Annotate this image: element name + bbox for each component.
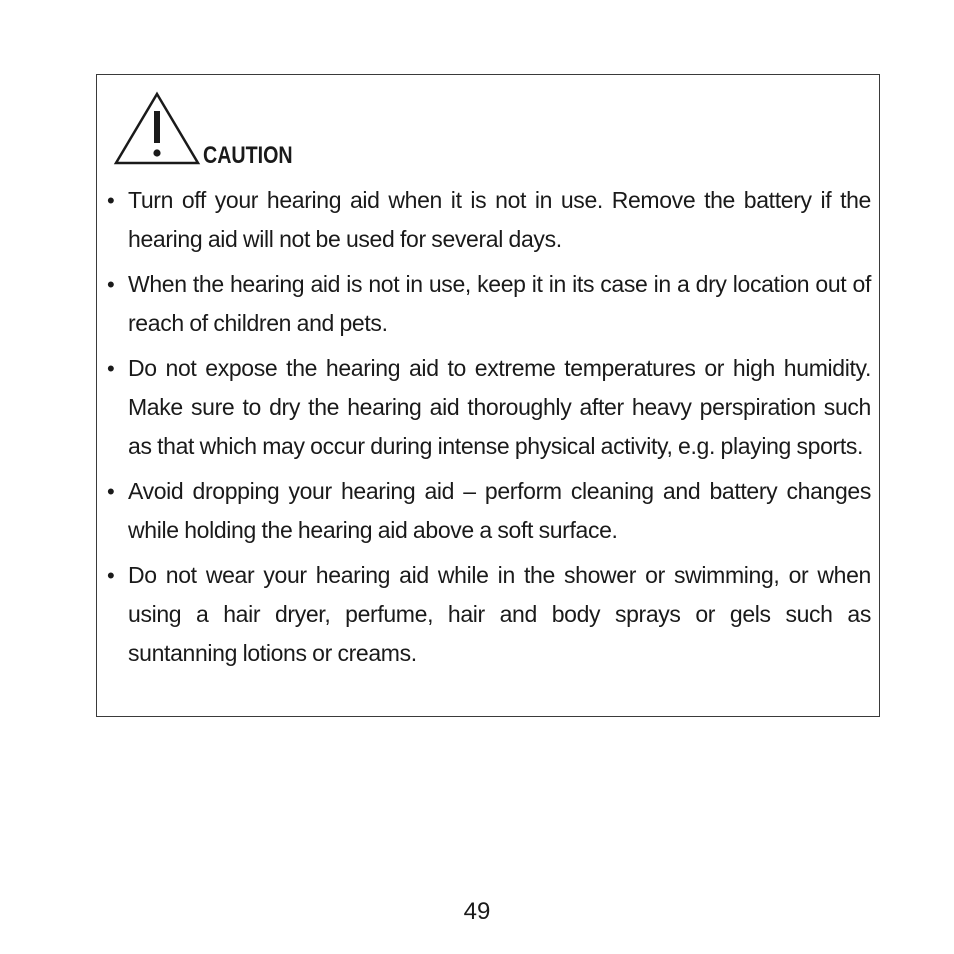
bullet-icon: • — [107, 272, 115, 297]
list-item-text: Do not wear your hearing aid while in the shower or swimming, or when using a hair dryer, perfume, hair and body sprays or gels such as suntanning lotions or creams. — [128, 562, 871, 666]
list-item — [107, 472, 871, 550]
caution-box — [96, 74, 880, 717]
list-item-text: When the hearing aid is not in use, keep it in its case in a dry location out of reach of children and pets. — [128, 271, 871, 336]
caution-header — [113, 91, 312, 169]
list-item-text: Avoid dropping your hearing aid – perform cleaning and battery changes while holding the hearing aid above a soft surface. — [128, 478, 871, 543]
bullet-icon: • — [107, 356, 115, 381]
list-item — [107, 349, 871, 466]
page-number: 49 — [463, 898, 491, 925]
bullet-icon: • — [107, 479, 115, 504]
list-item-text: Do not expose the hearing aid to extreme temperatures or high humidity. Make sure to dry the hearing aid thoroughly after heavy perspiration such as that which may occur during intense physical activity, e.g. playing sports. — [128, 355, 871, 459]
list-item — [107, 181, 871, 259]
warning-triangle-icon — [113, 91, 201, 165]
caution-title: CAUTION — [203, 142, 293, 169]
bullet-icon: • — [107, 188, 115, 213]
list-item — [107, 556, 871, 673]
bullet-icon: • — [107, 563, 115, 588]
list-item — [107, 265, 871, 343]
caution-list — [107, 181, 871, 679]
list-item-text: Turn off your hearing aid when it is not in use. Remove the battery if the hearing aid will not be used for several days. — [128, 187, 871, 252]
